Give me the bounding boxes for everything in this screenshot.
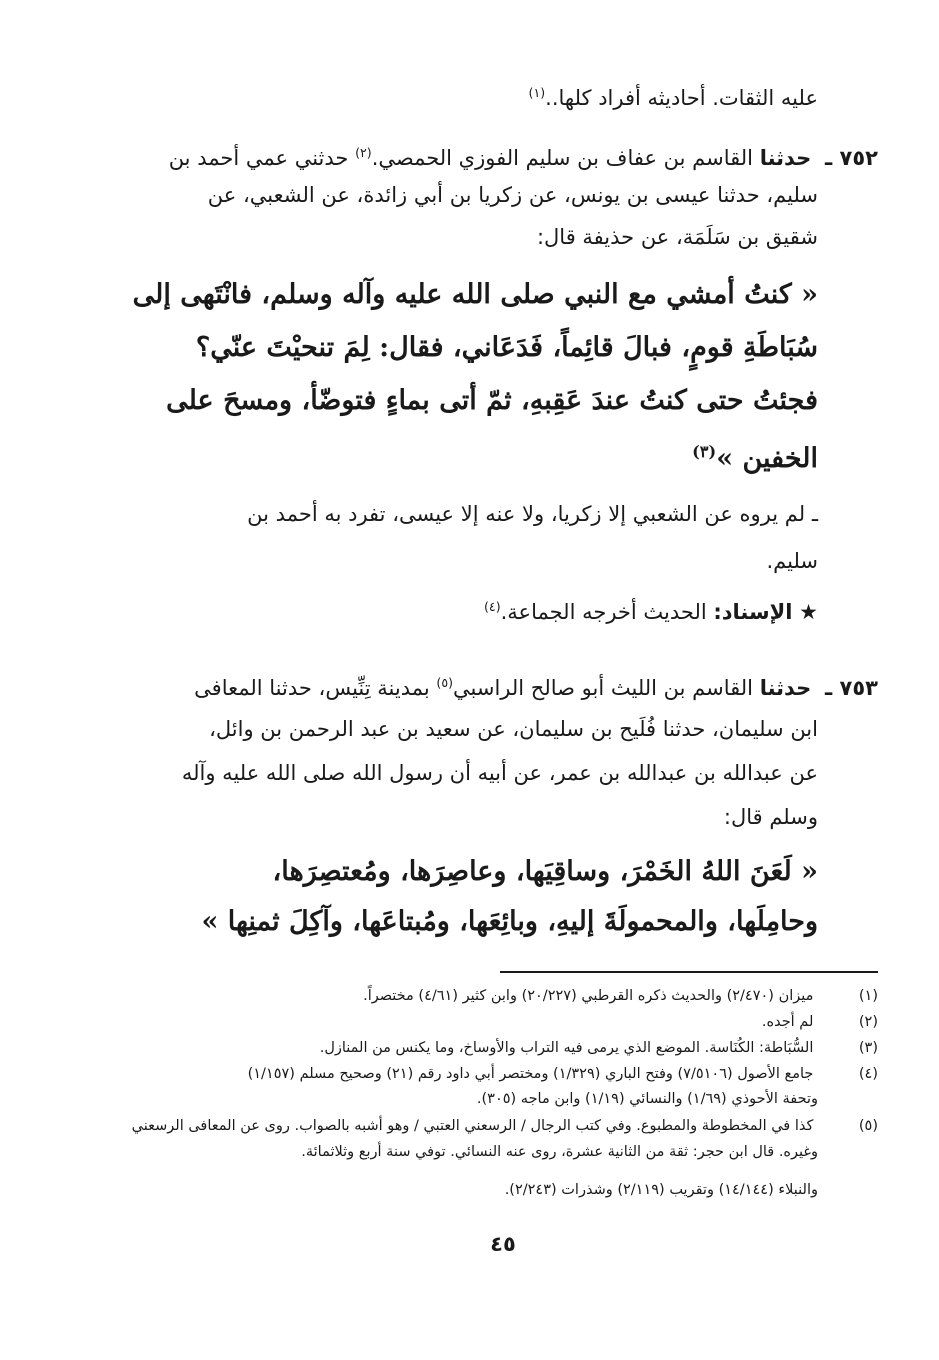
footnote-text: والنبلاء (١٤/١٤٤) وتقريب (٢/١١٩) وشذرات (٢/٢٤٣).: [504, 1182, 818, 1198]
footnote-4-continued: [128, 1089, 818, 1109]
text-line-intro: [128, 78, 818, 113]
footnote-number: (٥): [858, 1118, 878, 1134]
hadith-lead-word: حدثنا: [759, 146, 812, 170]
footnote-5: [128, 1116, 878, 1136]
hadith-753-matn-1: [128, 852, 818, 892]
intro-text: عليه الثقات. أحاديثه أفراد كلها..: [545, 86, 818, 110]
footnote-1: [128, 986, 878, 1006]
hadith-number: ٧٥٢ ـ: [825, 146, 878, 170]
narrator-text: ابن سليمان، حدثنا فُلَيح بن سليمان، عن سعيد بن عبد الرحمن بن وائل،: [209, 717, 818, 741]
footnote-text: جامع الأصول (٧/٥١٠٦) وفتح الباري (١/٣٢٩) ومختصر أبي داود رقم (٢١) وصحيح مسلم (١/١٥٧): [247, 1066, 814, 1082]
footnote-text: وغيره. قال ابن حجر: ثقة من الثانية عشرة، روى عنه النسائي. توفي سنة أربع وثلاثمائة.: [301, 1144, 818, 1160]
footnote-text: السُّبَاطة: الكُنَاسة. الموضع الذي يرمى فيه التراب والأوساخ، وما يكنس من المنازل.: [319, 1040, 814, 1056]
footnote-ref: (١): [528, 85, 546, 100]
footnote-separator: [500, 971, 878, 973]
footnote-ref: (٥): [436, 675, 454, 690]
hadith-753-line-4: [128, 802, 818, 832]
hadith-matn: وحامِلَها، والمحمولَةَ إليهِ، وبائِعَها، ومُبتاعَها، وآكِلَ ثمنِها »: [201, 906, 818, 937]
footnote-text: لم أجده.: [761, 1014, 814, 1030]
footnote-5-continued-2: [128, 1180, 818, 1200]
comment-text: سليم.: [766, 549, 818, 573]
footnote-number: (٢): [858, 1014, 878, 1030]
hadith-752-matn-2: [128, 328, 818, 368]
footnote-number: (٣): [858, 1040, 878, 1056]
book-page: [128, 0, 878, 1360]
hadith-matn: « كنتُ أمشي مع النبي صلى الله عليه وآله وسلم، فانْتَهى إلى: [132, 279, 818, 310]
footnote-ref: (٣): [692, 442, 717, 461]
footnote-3: [128, 1038, 878, 1058]
hadith-lead-word: حدثنا: [759, 676, 812, 700]
hadith-753-line-2: [128, 714, 818, 744]
narrator-text: حدثني عمي أحمد بن: [168, 146, 349, 170]
narrator-text: القاسم بن عفاف بن سليم الفوزي الحمصي.: [371, 146, 754, 170]
footnote-4: [128, 1064, 878, 1084]
footnote-text: وتحفة الأحوذي (١/٦٩) والنسائي (١/١٩) وابن ماجه (٣٠٥).: [476, 1091, 818, 1107]
hadith-752-matn-4: [128, 432, 818, 479]
hadith-752-line-3: [128, 222, 818, 252]
hadith-matn: فجئتُ حتى كنتُ عندَ عَقِبهِ، ثمّ أتى بماءٍ فتوضّأ، ومسحَ على: [166, 385, 818, 416]
footnote-2: [128, 1012, 878, 1032]
hadith-753-matn-2: [128, 902, 818, 942]
hadith-752-matn-3: [128, 381, 818, 421]
hadith-752-isnad: [128, 592, 818, 627]
narrator-text: بمدينة تِنِّيس، حدثنا المعافى: [194, 676, 430, 700]
hadith-752-comment-1: [128, 499, 818, 529]
hadith-matn: سُبَاطَةِ قومٍ، فبالَ قائِماً، فَدَعَاني، فقال: لِمَ تنحيْتَ عنّي؟: [195, 332, 818, 363]
hadith-number: ٧٥٣ ـ: [825, 676, 878, 700]
page-number: ٤٥: [490, 1232, 516, 1256]
isnad-text: الحديث أخرجه الجماعة.: [500, 600, 707, 624]
narrator-text: شقيق بن سَلَمَة، عن حذيفة قال:: [536, 225, 818, 249]
hadith-752-comment-2: [128, 546, 818, 576]
footnote-ref: (٢): [355, 145, 372, 160]
hadith-752-line-1: [128, 138, 878, 173]
footnote-text: كذا في المخطوطة والمطبوع. وفي كتب الرجال / الرسعني العتبي / وهو أشبه بالصواب. روى عن المعافى الرسعني: [131, 1118, 814, 1134]
narrator-text: القاسم بن الليث أبو صالح الراسبي: [453, 676, 754, 700]
footnote-number: (٤): [858, 1066, 878, 1082]
hadith-752-line-2: [128, 180, 818, 210]
footnote-ref: (٤): [484, 599, 501, 614]
hadith-753-line-1: [128, 668, 878, 703]
footnote-text: ميزان (٢/٤٧٠) والحديث ذكره القرطبي (٢٠/٢٢٧) وابن كثير (٤/٦١) مختصراً.: [363, 988, 814, 1004]
hadith-matn: « لَعَنَ اللهُ الخَمْرَ، وساقِيَها، وعاصِرَها، ومُعتصِرَها،: [272, 856, 818, 887]
narrator-text: عن عبدالله بن عبدالله بن عمر، عن أبيه أن رسول الله صلى الله عليه وآله: [181, 761, 818, 785]
isnad-label: الإسناد:: [713, 600, 793, 624]
footnote-5-continued-1: [128, 1142, 818, 1162]
comment-text: ـ لم يروه عن الشعبي إلا زكريا، ولا عنه إلا عيسى، تفرد به أحمد بن: [247, 502, 818, 526]
hadith-752-matn-1: [128, 275, 818, 315]
footnote-number: (١): [858, 988, 878, 1004]
hadith-753-line-3: [128, 758, 818, 788]
star-icon: ★: [799, 600, 818, 624]
hadith-matn: الخفين »: [716, 443, 818, 474]
narrator-text: سليم، حدثنا عيسى بن يونس، عن زكريا بن أبي زائدة، عن الشعبي، عن: [207, 183, 818, 207]
narrator-text: وسلم قال:: [723, 805, 818, 829]
